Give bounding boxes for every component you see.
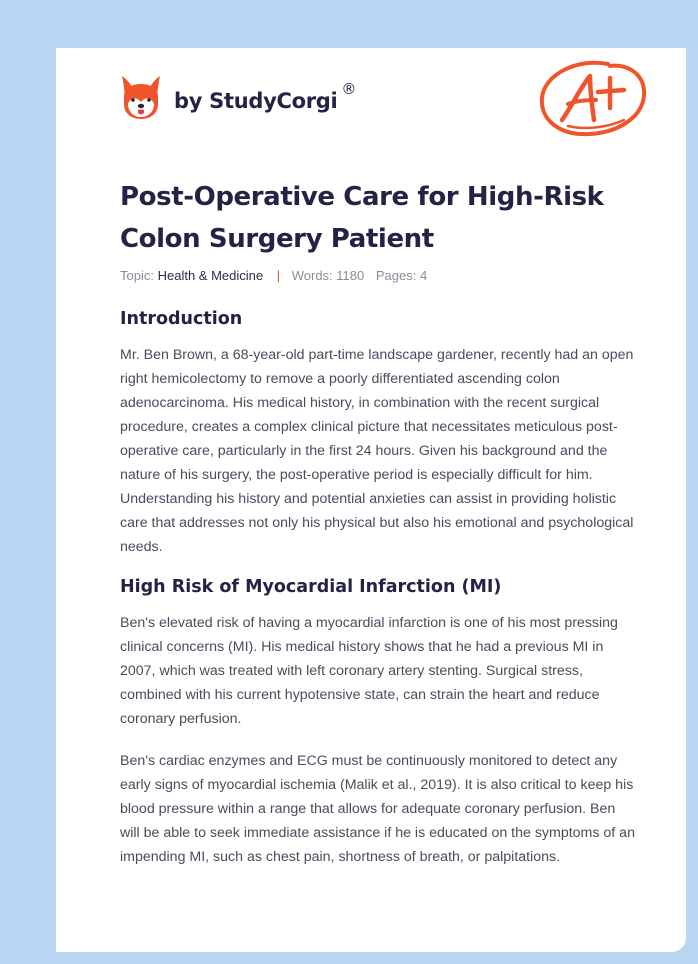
studycorgi-logo[interactable] <box>120 74 356 120</box>
corgi-icon <box>120 74 162 120</box>
topic-link[interactable]: Health & Medicine <box>157 268 264 283</box>
paragraph: Mr. Ben Brown, a 68-year-old part-time landscape gardener, recently had an open right hemicolectomy to remove a poorly differentiated ascending colon adenocarcinoma. His medical history, in combination with the recent surgical procedure, creates a complex clinical picture that necessitates meticulous post-operative care, particularly in the first 24 hours. Given his background and the nature of his surgery, the post-operative period is especially difficult for him. Understanding his history and potential anxieties can assist in providing holistic care that addresses not only his physical but also his emotional and psychological needs. <box>120 347 634 555</box>
topic-label: Topic: <box>120 268 154 283</box>
meta-separator: | <box>276 268 281 283</box>
article-title: Post-Operative Care for High-Risk Colon Surgery Patient <box>120 182 604 254</box>
words-label: Words: <box>291 268 333 283</box>
section-heading-myocardial-infarction: High Risk of Myocardial Infarction (MI) <box>120 577 502 597</box>
a-plus-grade-icon <box>538 58 650 140</box>
paragraph: Ben's elevated risk of having a myocardial infarction is one of his most pressing clinical concerns (MI). His medical history shows that he had a previous MI in 2007, which was treated with left coronary artery stenting. Surgical stress, combined with his current hypotensive state, can strain the heart and reduce coronary perfusion. <box>120 615 618 727</box>
pages-label: Pages: <box>375 268 417 283</box>
words-count: 1180 <box>336 268 365 283</box>
article-meta <box>120 268 635 283</box>
document-card <box>56 48 686 952</box>
article <box>120 176 635 869</box>
paragraph: Ben's cardiac enzymes and ECG must be continuously monitored to detect any early signs of myocardial ischemia (Malik et al., 2019). It is also critical to keep his blood pressure within a range that allows for adequate coronary perfusion. Ben will be able to seek immediate assistance if he is educated on the symptoms of an impending MI, such as chest pain, shortness of breath, or palpitations. <box>120 753 635 865</box>
registered-mark: ® <box>341 80 357 98</box>
pages-count: 4 <box>420 268 428 283</box>
logo-text: by StudyCorgi <box>174 89 338 113</box>
section-heading-introduction: Introduction <box>120 309 243 329</box>
